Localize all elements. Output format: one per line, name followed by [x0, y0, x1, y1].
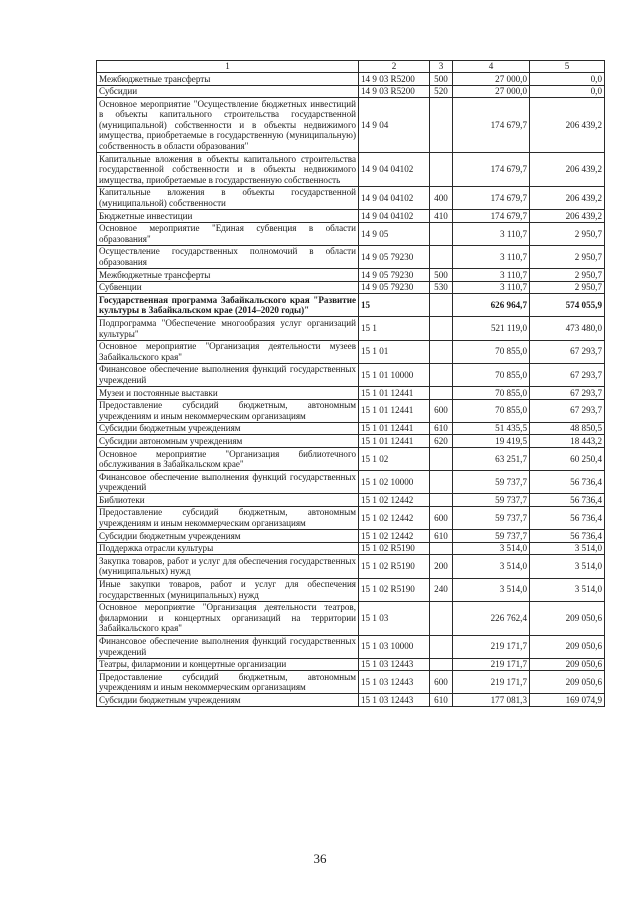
row-code-cell: 14 9 05 [359, 222, 430, 245]
row-code-cell: 15 1 01 12441 [359, 435, 430, 448]
row-value-col4-cell: 177 081,3 [453, 694, 530, 707]
row-name-cell: Библиотеки [97, 494, 359, 507]
table-row [97, 471, 605, 494]
table-row [97, 530, 605, 543]
row-code-cell: 15 1 02 [359, 448, 430, 471]
header-col-2: 2 [359, 61, 430, 73]
row-name-cell: Капитальные вложения в объекты государственной (муниципальной) собственности [97, 186, 359, 209]
row-value-col5-cell: 67 293,7 [530, 399, 605, 422]
row-value-col4-cell: 626 964,7 [453, 294, 530, 317]
row-value-col5-cell: 209 050,6 [530, 658, 605, 671]
row-expense-type-cell [430, 635, 453, 658]
row-expense-type-cell: 600 [430, 506, 453, 529]
row-code-cell: 14 9 03 R5200 [359, 73, 430, 86]
row-value-col4-cell: 3 110,7 [453, 245, 530, 268]
table-row [97, 448, 605, 471]
row-value-col4-cell: 70 855,0 [453, 363, 530, 386]
table-row [97, 694, 605, 707]
table-row [97, 363, 605, 386]
row-expense-type-cell [430, 658, 453, 671]
row-name-cell: Основное мероприятие "Единая субвенция в области образования" [97, 222, 359, 245]
table-row [97, 555, 605, 578]
row-code-cell: 15 1 01 12441 [359, 422, 430, 435]
row-expense-type-cell [430, 471, 453, 494]
table-row [97, 210, 605, 223]
row-value-col5-cell: 209 050,6 [530, 601, 605, 635]
row-code-cell: 14 9 04 04102 [359, 210, 430, 223]
row-expense-type-cell: 610 [430, 530, 453, 543]
row-name-cell: Поддержка отрасли культуры [97, 542, 359, 555]
row-value-col4-cell: 174 679,7 [453, 210, 530, 223]
row-expense-type-cell: 240 [430, 578, 453, 601]
row-value-col4-cell: 51 435,5 [453, 422, 530, 435]
row-expense-type-cell: 400 [430, 186, 453, 209]
row-name-cell: Финансовое обеспечение выполнения функций государственных учреждений [97, 471, 359, 494]
row-name-cell: Предоставление субсидий бюджетным, автономным учреждениям и иным некоммерческим организациям [97, 399, 359, 422]
row-expense-type-cell: 410 [430, 210, 453, 223]
table-row [97, 73, 605, 86]
table-header [97, 61, 605, 73]
row-value-col4-cell: 174 679,7 [453, 98, 530, 153]
row-value-col4-cell: 27 000,0 [453, 85, 530, 98]
row-code-cell: 14 9 05 79230 [359, 269, 430, 282]
row-name-cell: Театры, филармонии и концертные организации [97, 658, 359, 671]
row-value-col5-cell: 56 736,4 [530, 494, 605, 507]
row-value-col5-cell: 206 439,2 [530, 98, 605, 153]
row-name-cell: Государственная программа Забайкальского края "Развитие культуры в Забайкальском крае (2014–2020 годы)" [97, 294, 359, 317]
row-name-cell: Иные закупки товаров, работ и услуг для обеспечения государственных (муниципальных) нужд [97, 578, 359, 601]
row-expense-type-cell [430, 98, 453, 153]
table-row [97, 85, 605, 98]
table-row [97, 222, 605, 245]
row-value-col4-cell: 27 000,0 [453, 73, 530, 86]
table-row [97, 399, 605, 422]
row-code-cell: 14 9 05 79230 [359, 281, 430, 294]
row-name-cell: Субсидии бюджетным учреждениям [97, 694, 359, 707]
row-code-cell: 14 9 04 [359, 98, 430, 153]
row-code-cell: 15 1 01 12441 [359, 399, 430, 422]
row-value-col5-cell: 206 439,2 [530, 186, 605, 209]
row-value-col5-cell: 56 736,4 [530, 471, 605, 494]
row-expense-type-cell: 520 [430, 85, 453, 98]
row-value-col4-cell: 219 171,7 [453, 635, 530, 658]
row-value-col4-cell: 521 119,0 [453, 317, 530, 340]
row-code-cell: 15 1 02 12442 [359, 530, 430, 543]
table-row [97, 294, 605, 317]
row-value-col5-cell: 209 050,6 [530, 635, 605, 658]
row-expense-type-cell: 620 [430, 435, 453, 448]
row-code-cell: 15 1 03 10000 [359, 635, 430, 658]
table-body [97, 73, 605, 707]
row-value-col5-cell: 18 443,2 [530, 435, 605, 448]
row-expense-type-cell [430, 153, 453, 187]
header-col-3: 3 [430, 61, 453, 73]
row-name-cell: Основное мероприятие "Осуществление бюджетных инвестиций в объекты капитального строительства государственной (муниципальной) собственности и в объекты недвижимого имущества, приобретаемые в государственную (муниципальную) собственность в области образования" [97, 98, 359, 153]
row-value-col5-cell: 2 950,7 [530, 269, 605, 282]
row-value-col4-cell: 3 514,0 [453, 578, 530, 601]
table-row [97, 340, 605, 363]
row-value-col4-cell: 174 679,7 [453, 153, 530, 187]
table-row [97, 658, 605, 671]
table-row [97, 269, 605, 282]
row-value-col4-cell: 63 251,7 [453, 448, 530, 471]
row-expense-type-cell [430, 542, 453, 555]
row-value-col4-cell: 59 737,7 [453, 506, 530, 529]
row-code-cell: 15 1 03 12443 [359, 694, 430, 707]
row-expense-type-cell [430, 448, 453, 471]
row-code-cell: 14 9 05 79230 [359, 245, 430, 268]
row-value-col5-cell: 56 736,4 [530, 506, 605, 529]
row-value-col5-cell: 0,0 [530, 85, 605, 98]
row-code-cell: 15 1 01 12441 [359, 387, 430, 400]
row-value-col5-cell: 209 050,6 [530, 671, 605, 694]
row-value-col5-cell: 67 293,7 [530, 363, 605, 386]
row-name-cell: Субвенции [97, 281, 359, 294]
table-row [97, 671, 605, 694]
row-expense-type-cell [430, 494, 453, 507]
table-row [97, 506, 605, 529]
budget-table [96, 60, 605, 707]
row-name-cell: Основное мероприятие "Организация деятельности театров, филармонии и концертных организаций на территории Забайкальского края" [97, 601, 359, 635]
row-code-cell: 14 9 04 04102 [359, 186, 430, 209]
row-value-col4-cell: 3 110,7 [453, 281, 530, 294]
row-name-cell: Основное мероприятие "Организация библиотечного обслуживания в Забайкальском крае" [97, 448, 359, 471]
row-expense-type-cell: 600 [430, 671, 453, 694]
row-value-col4-cell: 219 171,7 [453, 671, 530, 694]
row-expense-type-cell [430, 294, 453, 317]
row-value-col4-cell: 59 737,7 [453, 530, 530, 543]
table-row [97, 578, 605, 601]
row-expense-type-cell: 610 [430, 422, 453, 435]
table-row [97, 98, 605, 153]
table-row [97, 601, 605, 635]
header-row [97, 61, 605, 73]
row-expense-type-cell: 530 [430, 281, 453, 294]
row-expense-type-cell: 200 [430, 555, 453, 578]
row-value-col4-cell: 59 737,7 [453, 471, 530, 494]
row-value-col5-cell: 67 293,7 [530, 340, 605, 363]
table-row [97, 186, 605, 209]
row-code-cell: 15 1 01 10000 [359, 363, 430, 386]
row-name-cell: Межбюджетные трансферты [97, 73, 359, 86]
row-value-col5-cell: 2 950,7 [530, 245, 605, 268]
row-value-col5-cell: 56 736,4 [530, 530, 605, 543]
row-expense-type-cell: 600 [430, 399, 453, 422]
row-code-cell: 15 1 03 [359, 601, 430, 635]
page-number: 36 [313, 851, 327, 866]
row-code-cell: 15 1 02 R5190 [359, 555, 430, 578]
table-row [97, 542, 605, 555]
row-value-col5-cell: 206 439,2 [530, 210, 605, 223]
row-name-cell: Бюджетные инвестиции [97, 210, 359, 223]
row-value-col5-cell: 169 074,9 [530, 694, 605, 707]
header-col-5: 5 [530, 61, 605, 73]
row-code-cell: 15 1 02 10000 [359, 471, 430, 494]
table-row [97, 494, 605, 507]
row-name-cell: Подпрограмма "Обеспечение многообразия услуг организаций культуры" [97, 317, 359, 340]
row-code-cell: 15 1 02 12442 [359, 506, 430, 529]
row-value-col5-cell: 67 293,7 [530, 387, 605, 400]
row-value-col5-cell: 206 439,2 [530, 153, 605, 187]
row-value-col5-cell: 48 850,5 [530, 422, 605, 435]
row-value-col5-cell: 3 514,0 [530, 542, 605, 555]
row-name-cell: Субсидии автономным учреждениям [97, 435, 359, 448]
row-expense-type-cell [430, 387, 453, 400]
row-value-col4-cell: 59 737,7 [453, 494, 530, 507]
row-value-col4-cell: 70 855,0 [453, 387, 530, 400]
header-col-1: 1 [97, 61, 359, 73]
row-name-cell: Субсидии бюджетным учреждениям [97, 422, 359, 435]
row-value-col4-cell: 70 855,0 [453, 340, 530, 363]
row-code-cell: 14 9 03 R5200 [359, 85, 430, 98]
row-name-cell: Закупка товаров, работ и услуг для обеспечения государственных (муниципальных) нужд [97, 555, 359, 578]
row-expense-type-cell: 500 [430, 73, 453, 86]
row-expense-type-cell [430, 340, 453, 363]
row-expense-type-cell [430, 601, 453, 635]
row-name-cell: Предоставление субсидий бюджетным, автономным учреждениям и иным некоммерческим организациям [97, 671, 359, 694]
row-value-col4-cell: 19 419,5 [453, 435, 530, 448]
row-expense-type-cell: 610 [430, 694, 453, 707]
row-name-cell: Субсидии бюджетным учреждениям [97, 530, 359, 543]
row-code-cell: 15 1 [359, 317, 430, 340]
table-row [97, 387, 605, 400]
row-expense-type-cell [430, 317, 453, 340]
table-row [97, 153, 605, 187]
row-name-cell: Музеи и постоянные выставки [97, 387, 359, 400]
row-value-col4-cell: 3 110,7 [453, 269, 530, 282]
row-code-cell: 15 1 03 12443 [359, 671, 430, 694]
row-expense-type-cell [430, 363, 453, 386]
table-row [97, 245, 605, 268]
table-row [97, 635, 605, 658]
row-name-cell: Предоставление субсидий бюджетным, автономным учреждениям и иным некоммерческим организациям [97, 506, 359, 529]
row-value-col5-cell: 60 250,4 [530, 448, 605, 471]
header-col-4: 4 [453, 61, 530, 73]
row-value-col4-cell: 70 855,0 [453, 399, 530, 422]
row-code-cell: 15 1 02 R5190 [359, 578, 430, 601]
row-expense-type-cell [430, 222, 453, 245]
row-expense-type-cell: 500 [430, 269, 453, 282]
row-code-cell: 15 1 02 R5190 [359, 542, 430, 555]
table-row [97, 435, 605, 448]
row-value-col4-cell: 3 514,0 [453, 542, 530, 555]
row-name-cell: Капитальные вложения в объекты капитального строительства государственной собственности и в объекты недвижимого имущества, приобретаемые в государственную собственность [97, 153, 359, 187]
row-value-col5-cell: 0,0 [530, 73, 605, 86]
row-name-cell: Финансовое обеспечение выполнения функций государственных учреждений [97, 635, 359, 658]
row-code-cell: 14 9 04 04102 [359, 153, 430, 187]
row-code-cell: 15 [359, 294, 430, 317]
row-name-cell: Осуществление государственных полномочий в области образования [97, 245, 359, 268]
table-row [97, 317, 605, 340]
row-value-col5-cell: 473 480,0 [530, 317, 605, 340]
row-value-col5-cell: 2 950,7 [530, 281, 605, 294]
row-value-col5-cell: 574 055,9 [530, 294, 605, 317]
row-value-col5-cell: 2 950,7 [530, 222, 605, 245]
row-value-col4-cell: 3 514,0 [453, 555, 530, 578]
table-row [97, 281, 605, 294]
row-name-cell: Субсидии [97, 85, 359, 98]
row-value-col4-cell: 226 762,4 [453, 601, 530, 635]
row-name-cell: Межбюджетные трансферты [97, 269, 359, 282]
row-name-cell: Основное мероприятие "Организация деятельности музеев Забайкальского края" [97, 340, 359, 363]
row-code-cell: 15 1 02 12442 [359, 494, 430, 507]
row-value-col4-cell: 3 110,7 [453, 222, 530, 245]
row-expense-type-cell [430, 245, 453, 268]
row-code-cell: 15 1 01 [359, 340, 430, 363]
row-name-cell: Финансовое обеспечение выполнения функций государственных учреждений [97, 363, 359, 386]
row-value-col4-cell: 174 679,7 [453, 186, 530, 209]
row-code-cell: 15 1 03 12443 [359, 658, 430, 671]
row-value-col5-cell: 3 514,0 [530, 555, 605, 578]
table-row [97, 422, 605, 435]
row-value-col4-cell: 219 171,7 [453, 658, 530, 671]
row-value-col5-cell: 3 514,0 [530, 578, 605, 601]
